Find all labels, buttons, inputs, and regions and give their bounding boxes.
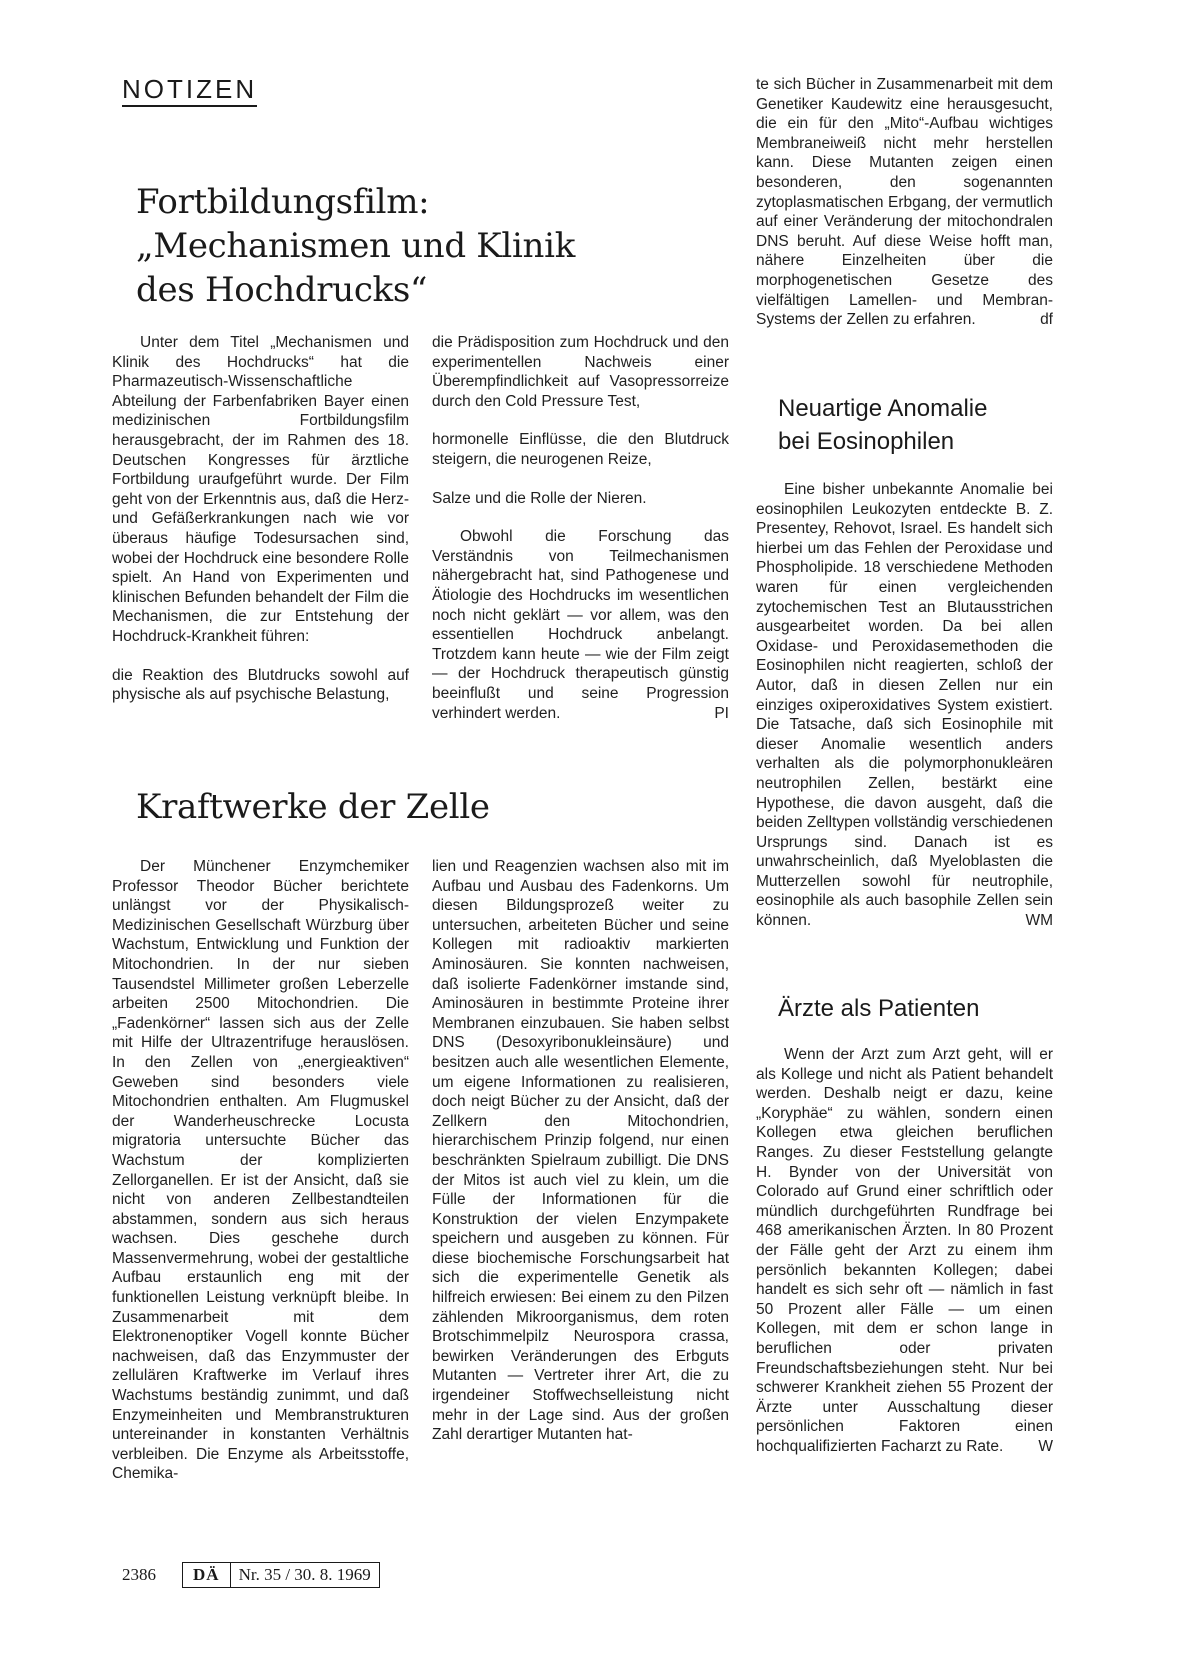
paragraph-text: Wenn der Arzt zum Arzt geht, will er als Kollege und nicht als Patient behandelt werden. Deshalb neigt er dazu, keine „Koryphäe“ zu wählen, sondern einen Kollegen etwa gleichen beruflichen Ranges. Zu dieser Feststellung gelangte H. Bynder von der Universität von Colorado auf Grund einer schriftlich oder mündlich durchgeführten Rundfrage bei 468 amerikanischen Ärzten. In 80 Prozent der Fälle geht der Arzt zu einem ihm persönlich bekannten Kollegen; dabei handelt es sich sehr oft — nämlich in fast 50 Prozent aller Fälle — um einen Kollegen, mit dem er schon lange in beruflichen oder privaten Freundschaftsbeziehungen steht. Nur bei schwerer Krankheit ziehen 55 Prozent der Ärzte unter Ausschaltung dieser persönlichen Faktoren einen hochqualifizierten Facharzt zu Rate. [756, 1046, 1053, 1455]
page-footer [122, 1562, 380, 1588]
author-initials: PI [714, 704, 729, 722]
article2-column-2 [432, 857, 729, 1445]
article1-column-2 [432, 333, 729, 723]
article1-column-1 [112, 333, 409, 705]
title-line: bei Eosinophilen [778, 428, 955, 455]
title-line: „Mechanismen und Klinik [136, 226, 576, 266]
paragraph: Der Münchener Enzymchemiker Professor Theodor Bücher berichtete unlängst vor der Physikalisch-Medizinischen Gesellschaft Würzburg über Wachstum, Entwicklung und Funktion der Mitochondrien. In der nur sieben Tausendstel Millimeter großen Leberzelle arbeiten 2500 Mitochondrien. Die „Fadenkörner“ lassen sich aus der Zelle mit Hilfe der Ultrazentrifuge herauslösen. In den Zellen von „energieaktiven“ Geweben sind besonders viele Mitochondrien enthalten. Am Flugmuskel der Wanderheuschrecke Locusta migratoria untersuchte Bücher das Wachstum der komplizierten Zellorganellen. Er ist der Ansicht, daß sie nicht von anderen Zellbestandteilen abstammen, sondern aus sich heraus wachsen. Dies geschehe durch Massenvermehrung, wobei der gestaltliche Aufbau erstaunlich eng mit der funktionellen Leistung verknüpft bleibe. In Zusammenarbeit mit dem Elektronenoptiker Vogell konnte Bücher nachweisen, daß das Enzymmuster der zellulären Kraftwerke im Verlauf ihres Wachstums beständig zunimmt, und daß Enzymeinheiten und Membranstrukturen untereinander in konstanten Verhältnis verbleiben. Die Enzyme als Arbeitsstoffe, Chemika- [112, 858, 409, 1483]
author-initials: df [1040, 311, 1053, 329]
paragraph [756, 480, 1053, 931]
paragraph: Unter dem Titel „Mechanismen und Klinik des Hochdrucks“ hat die Pharmazeutisch-Wissenschaftliche Abteilung der Farbenfabriken Bayer einen medizinischen Fortbildungsfilm herausgebracht, der im Rahmen des 18. Deutschen Kongresses für ärztliche Fortbildung uraufgeführt wurde. Der Film geht von der Erkenntnis aus, daß die Herz- und Gefäßerkrankungen nach wie vor überaus häufige Todesursachen sind, wobei der Hochdruck eine besondere Rolle spielt. An Hand von Experimenten und klinischen Befunden behandelt der Film die Mechanismen, die zur Entstehung der Hochdruck-Krankheit führen: [112, 334, 409, 645]
paragraph-text: Eine bisher unbekannte Anomalie bei eosinophilen Leukozyten entdeckte B. Z. Presentey, Rehovot, Israel. Es handelt sich hierbei um das Fehlen der Peroxidase und Phospholipide. 18 verschiedene Methoden waren für einen vergleichenden zytochemischen Test an Blutausstrichen ausgearbeitet worden. Da bei allen Oxidase- und Peroxidasemethoden die Eosinophilen nicht reagierten, schloß der Autor, daß in diesen Zellen nur ein einziges oxiperoxidatives System existiert. Die Tatsache, daß sich Eosinophile mit dieser Anomalie wesentlich anders verhalten als die polymorphonukleären neutrophilen Zellen, bestärkt eine Hypothese, die davon ausgeht, daß die beiden Zelltypen vollständig verschiedenen Ursprungs sind. Danach ist es unwahrscheinlich, daß Myeloblasten die Mutterzellen sowohl für neutrophile, eosinophile als auch basophile Zellen sein können. [756, 481, 1053, 930]
section-heading: NOTIZEN [122, 74, 257, 107]
author-initials: W [1038, 1437, 1053, 1455]
article-title-kraftwerke: Kraftwerke der Zelle [136, 787, 490, 827]
paragraph: lien und Reagenzien wachsen also mit im Aufbau und Ausbau des Fadenkorns. Um diesen Bildungsprozeß weiter zu untersuchen, arbeiteten Bücher und seine Kollegen mit radioaktiv markierten Aminosäuren. Sie konnten nachweisen, daß isolierte Fadenkörner imstande sind, Aminosäuren in bestimmte Proteine ihrer Membranen einzubauen. Sie haben selbst DNS (Desoxyribonukleinsäure) und besitzen auch alle wesentlichen Elemente, um eigene Informationen zu realisieren, doch neigt Bücher zu der Ansicht, daß der Zellkern den Mitochondrien, hierarchischem Prinzip folgend, nur einen beschränkten Spielraum zubilligt. Die DNS der Mitos ist auch viel zu klein, um die Fülle der Informationen für die Konstruktion der vielen Enzympakete speichern und ausgeben zu können. Für diese biochemische Forschungsarbeit hat sich die experimentelle Genetik als hilfreich erwiesen: Bei einem zu den Pilzen zählenden Mikroorganismus, dem roten Brotschimmelpilz Neurospora crassa, bewirken Veränderungen des Erbguts Mutanten — Vertreter ihrer Art, die zu irgendeiner Stoffwechselleistung nicht mehr in der Lage sind. Aus der großen Zahl derartiger Mutanten hat- [432, 858, 729, 1444]
author-initials: WM [1025, 912, 1053, 930]
paragraph [432, 527, 729, 723]
article2-column-3 [756, 75, 1053, 330]
journal-logo: DÄ [182, 1562, 231, 1588]
article2-column-1 [112, 857, 409, 1484]
paragraph-text: te sich Bücher in Zusammenarbeit mit dem Genetiker Kaudewitz eine herausgesucht, die ein für den „Mito“-Aufbau wichtiges Membraneiweiß nicht mehr herstellen kann. Diese Mutanten zeigen einen besonderen, den sogenannten zytoplasmatischen Erbgang, der vermutlich auf einer Veränderung der mitochondralen DNS beruht. Auf diese Weise hofft man, nähere Einzelheiten über die morphogenetischen Gesetze des vielfältigen Lamellen- und Membran-Systems der Zellen zu erfahren. [756, 76, 1053, 329]
paragraph-text: Obwohl die Forschung das Verständnis von Teilmechanismen nähergebracht hat, sind Pathogenese und Ätiologie des Hochdrucks im wesentlichen noch nicht geklärt — vor allem, was den essentiellen Hochdruck anbelangt. Trotzdem kann heute — wie der Film zeigt — der Hochdruck therapeutisch günstig beeinflußt und seine Progression verhindert werden. [432, 528, 729, 722]
title-line: des Hochdrucks“ [136, 270, 428, 310]
article-title-fortbildungsfilm [136, 180, 575, 312]
article-title-anomalie [778, 392, 987, 458]
paragraph: hormonelle Einflüsse, die den Blutdruck steigern, die neurogenen Reize, [432, 431, 729, 468]
paragraph [756, 1045, 1053, 1456]
article4-column [756, 1045, 1053, 1456]
article3-column [756, 480, 1053, 931]
title-line: Fortbildungsfilm: [136, 182, 430, 222]
paragraph: die Prädisposition zum Hochdruck und den experimentellen Nachweis einer Überempfindlichkeit auf Vasopressorreize durch den Cold Pressure Test, [432, 334, 729, 410]
paragraph: Salze und die Rolle der Nieren. [432, 489, 647, 507]
page-number: 2386 [122, 1565, 156, 1584]
paragraph: die Reaktion des Blutdrucks sowohl auf physische als auf psychische Belastung, [112, 666, 409, 704]
issue-info: Nr. 35 / 30. 8. 1969 [231, 1562, 380, 1588]
paragraph [756, 75, 1053, 330]
article-title-aerzte: Ärzte als Patienten [778, 995, 980, 1022]
title-line: Neuartige Anomalie [778, 395, 988, 422]
